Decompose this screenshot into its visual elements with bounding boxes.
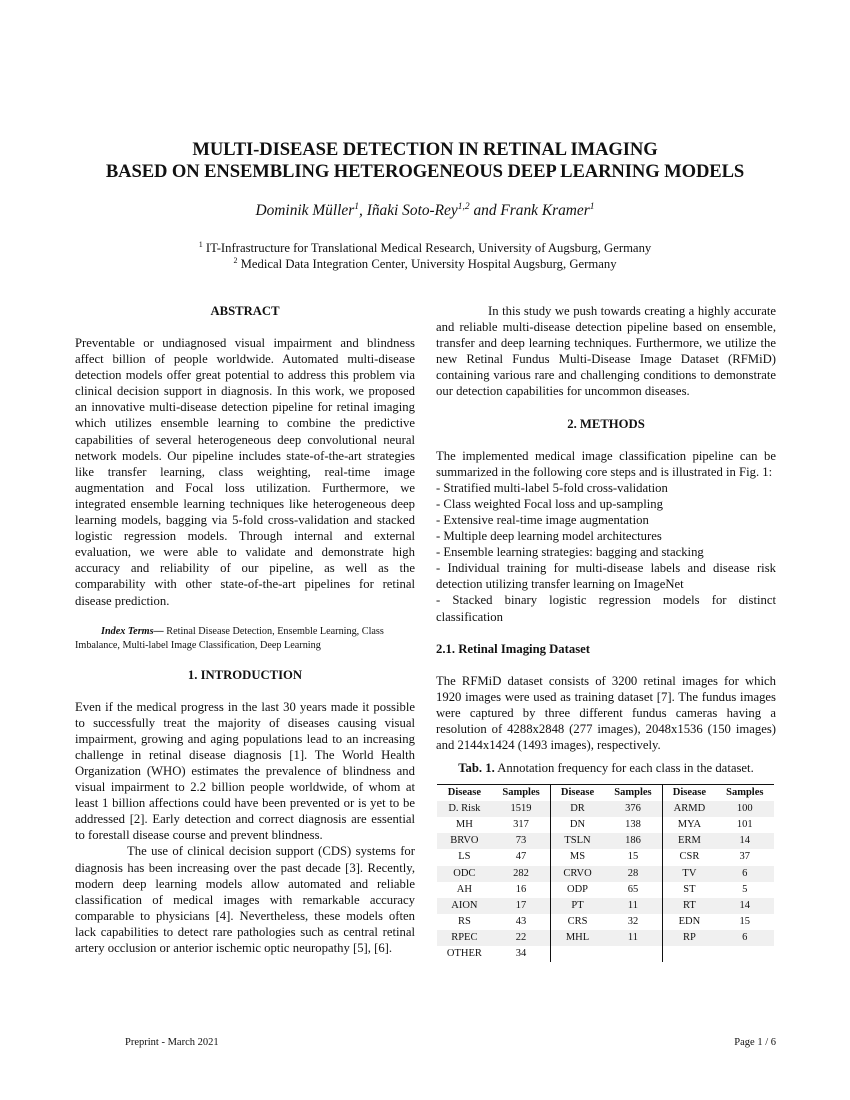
samples-cell: 15 xyxy=(739,915,751,927)
samples-cell: 6 xyxy=(716,930,774,946)
column-header: Samples xyxy=(604,785,663,802)
disease-cell: EDN xyxy=(678,915,701,927)
author-separator: and xyxy=(469,202,501,219)
introduction-paragraph-2: The use of clinical decision support (CDS) systems for diagnosis has been increasing over the past decade [3]. Recently, modern deep learning models allow automated and reliable classification of medical images with remarkable accuracy comparable to physicians [4]. Nevertheless, these models often lack capabilities to detect rare pathologies such as central retinal artery occlusion or anterior ischemic optic neuropathy [5], [6]. xyxy=(75,844,415,955)
disease-cell: ST xyxy=(683,883,696,895)
author-separator: , xyxy=(359,202,367,219)
author-affiliation-mark: 1 xyxy=(354,202,359,212)
samples-cell: 1519 xyxy=(492,801,551,817)
table-caption-label: Tab. 1. xyxy=(458,761,495,776)
abstract-heading: ABSTRACT xyxy=(210,304,280,318)
samples-cell: 65 xyxy=(604,882,663,898)
disease-cell: RS xyxy=(457,915,471,927)
footer-page-number: Page 1 / 6 xyxy=(734,1037,776,1048)
index-terms xyxy=(75,625,415,653)
methods-step: - Class weighted Focal loss and up-sampling xyxy=(436,496,663,511)
affiliations xyxy=(0,240,850,272)
disease-cell: RT xyxy=(663,898,716,914)
table-row xyxy=(437,898,774,914)
title-line-2: BASED ON ENSEMBLING HETEROGENEOUS DEEP LEARNING MODELS xyxy=(105,161,745,182)
disease-cell: AH xyxy=(456,883,472,895)
table-row xyxy=(437,849,774,865)
methods-step: - Stratified multi-label 5-fold cross-validation xyxy=(436,480,668,495)
column-header: Samples xyxy=(726,787,764,799)
disease-cell: TV xyxy=(663,866,716,882)
methods-heading: 2. METHODS xyxy=(567,416,645,431)
table-header-row xyxy=(437,785,774,802)
disease-cell xyxy=(551,946,604,962)
samples-cell: 34 xyxy=(492,946,551,962)
disease-cell: CRS xyxy=(567,915,588,927)
table-row xyxy=(437,817,774,833)
samples-cell: 43 xyxy=(492,914,551,930)
abstract-text: Preventable or undiagnosed visual impairment and blindness affect billion of people worldwide. Automated multi-disease detection models offer great potential to address this problem via clinical decision support in diagnosis. In this work, we proposed an innovative multi-disease detection pipeline for retinal imaging which utilizes ensemble learning to combine the predictive capabilities of several heterogeneous deep convolutional neural network models. Our pipeline includes state-of-the-art strategies like transfer learning, class weighting, real-time image augmentation and Focal loss utilization. Furthermore, we integrated ensemble learning techniques like heterogeneous deep learning models, bagging via 5-fold cross-validation and stacked logistic regression models. Through internal and external evaluation, we were able to validate and demonstrate high accuracy and reliability of our pipeline, as well as the comparability with other state-of-the-art pipelines for retinal disease prediction. xyxy=(75,336,415,608)
samples-cell: 14 xyxy=(716,898,774,914)
author-list xyxy=(0,201,850,221)
disease-cell: DN xyxy=(569,819,586,831)
disease-cell: CSR xyxy=(679,851,700,863)
samples-cell: 15 xyxy=(604,849,663,865)
disease-cell: OTHER xyxy=(446,948,482,959)
disease-cell: MYA xyxy=(677,819,702,831)
samples-cell: 32 xyxy=(604,914,663,930)
footer-preprint-note: Preprint - March 2021 xyxy=(125,1037,219,1048)
disease-cell: ERM xyxy=(663,833,716,849)
disease-cell: RP xyxy=(663,930,716,946)
disease-cell: MS xyxy=(569,851,586,863)
samples-cell: 138 xyxy=(604,817,663,833)
introduction-paragraph-3: In this study we push towards creating a highly accurate and reliable multi-disease detection pipeline based on ensemble, transfer and deep learning techniques. Furthermore, we utilize the new Retinal Fundus Multi-Disease Image Dataset (RFMiD) containing various rare and challenging conditions to demonstrate our detection capabilities for uncommon diseases. xyxy=(436,304,776,399)
table-row xyxy=(437,930,774,946)
column-header: Disease xyxy=(447,787,481,799)
disease-cell: ODC xyxy=(437,866,492,882)
index-terms-label: Index Terms— xyxy=(101,625,164,637)
methods-step: - Individual training for multi-disease labels and disease risk detection utilizing transfer learning on ImageNet xyxy=(436,561,776,592)
samples-cell: 11 xyxy=(604,898,663,914)
affiliation-mark: 1 xyxy=(198,240,203,249)
samples-cell: 28 xyxy=(604,866,663,882)
disease-cell: BRVO xyxy=(437,833,492,849)
disease-cell: TSLN xyxy=(551,833,604,849)
disease-cell: CRVO xyxy=(551,866,604,882)
affiliation-mark: 2 xyxy=(233,256,238,265)
introduction-paragraph-1: Even if the medical progress in the last 30 years made it possible to successfully treat the majority of diseases causing visual impairment, growing and aging populations lead to an increasing challenge in retinal disease diagnosis [1]. The World Health Organization (WHO) estimates the prevalence of blindness and visual impairment to 2.2 billion people worldwide, of whom at least 1 billion affections could have been prevented or is yet to be addressed [2]. Early detection and correct diagnosis are essential to forestall disease course and prevent blindness. xyxy=(75,699,415,843)
author-name: Frank Kramer xyxy=(500,202,590,219)
title-line-1: MULTI-DISEASE DETECTION IN RETINAL IMAGING xyxy=(192,139,658,160)
author-name: Iñaki Soto-Rey xyxy=(366,202,458,219)
table-caption-text: Annotation frequency for each class in the dataset. xyxy=(494,761,754,776)
samples-cell: 282 xyxy=(492,866,551,882)
disease-cell: MHL xyxy=(551,930,604,946)
samples-cell: 16 xyxy=(492,882,551,898)
dataset-subheading: 2.1. Retinal Imaging Dataset xyxy=(436,641,591,656)
author-affiliation-mark: 1,2 xyxy=(457,202,470,212)
samples-cell: 101 xyxy=(736,819,753,831)
samples-cell: 37 xyxy=(739,851,751,863)
left-column xyxy=(75,303,415,956)
disease-cell xyxy=(663,946,716,962)
table-row xyxy=(437,866,774,882)
disease-cell: ODP xyxy=(567,883,589,895)
samples-cell: 100 xyxy=(716,801,774,817)
samples-cell: 11 xyxy=(604,930,663,946)
samples-cell: 186 xyxy=(604,833,663,849)
methods-step: - Stacked binary logistic regression models for distinct classification xyxy=(436,593,776,624)
affiliation-2 xyxy=(0,256,850,272)
author-name: Dominik Müller xyxy=(255,202,355,219)
annotation-frequency-table xyxy=(437,784,774,962)
methods-step: - Multiple deep learning model architectures xyxy=(436,529,662,544)
table-row xyxy=(437,914,774,930)
disease-cell: RPEC xyxy=(437,930,492,946)
samples-cell: 22 xyxy=(492,930,551,946)
affiliation-text: Medical Data Integration Center, University Hospital Augsburg, Germany xyxy=(240,257,617,271)
disease-cell: D. Risk xyxy=(437,801,492,817)
column-header: Samples xyxy=(492,785,551,802)
samples-cell: 73 xyxy=(492,833,551,849)
samples-cell xyxy=(604,946,663,962)
disease-cell: DR xyxy=(551,801,604,817)
samples-cell xyxy=(716,946,774,962)
paper-title xyxy=(0,139,850,183)
disease-cell: MH xyxy=(455,819,473,831)
disease-cell: ARMD xyxy=(663,801,716,817)
affiliation-1 xyxy=(0,240,850,256)
methods-step: - Ensemble learning strategies: bagging and stacking xyxy=(436,545,704,560)
index-terms-text: Retinal Disease Detection, Ensemble Learning, Class Imbalance, Multi-label Image Classification, Deep Learning xyxy=(75,625,384,651)
table-caption xyxy=(436,760,776,776)
column-header: Disease xyxy=(560,787,595,799)
dataset-paragraph: The RFMiD dataset consists of 3200 retinal images for which 1920 images were used as training dataset [7]. The fundus images were captured by three different fundus cameras having a resolution of 4288x2848 (277 images), 2048x1536 (150 images) and 2144x1424 (1493 images), respectively. xyxy=(436,673,776,752)
table-row xyxy=(437,801,774,817)
samples-cell: 5 xyxy=(742,883,748,895)
right-column xyxy=(436,303,776,962)
author-affiliation-mark: 1 xyxy=(589,202,595,212)
table-body xyxy=(437,801,774,962)
column-header: Disease xyxy=(672,787,707,799)
samples-cell: 47 xyxy=(492,849,551,865)
table-row xyxy=(437,833,774,849)
table-row xyxy=(437,946,774,962)
samples-cell: 14 xyxy=(716,833,774,849)
samples-cell: 376 xyxy=(604,801,663,817)
methods-intro: The implemented medical image classification pipeline can be summarized in the following core steps and is illustrated in Fig. 1: xyxy=(436,448,776,479)
introduction-heading: 1. INTRODUCTION xyxy=(187,667,303,682)
methods-step-list xyxy=(436,480,776,625)
methods-step: - Extensive real-time image augmentation xyxy=(436,512,649,527)
affiliation-text: IT-Infrastructure for Translational Medical Research, University of Augsburg, Germany xyxy=(205,241,652,255)
samples-cell: 17 xyxy=(492,898,551,914)
table-row xyxy=(437,882,774,898)
samples-cell: 317 xyxy=(492,817,551,833)
disease-cell: PT xyxy=(551,898,604,914)
samples-cell: 6 xyxy=(716,866,774,882)
disease-cell: AION xyxy=(437,898,492,914)
disease-cell: LS xyxy=(458,851,471,863)
